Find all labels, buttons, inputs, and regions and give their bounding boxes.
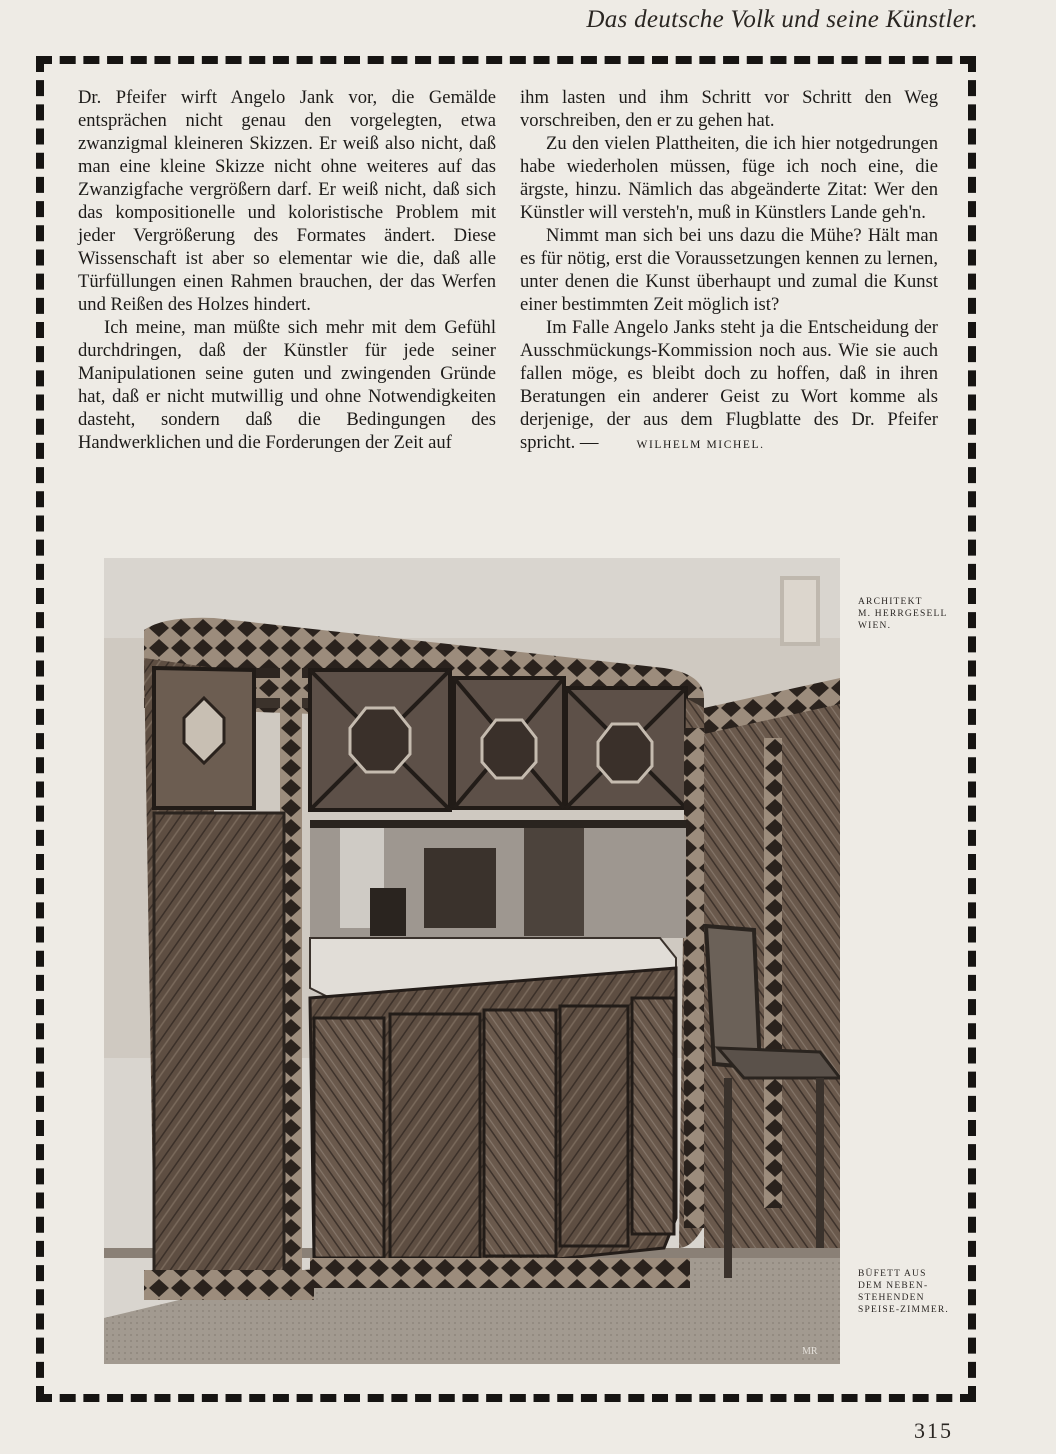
paragraph-text: Im Falle Angelo Janks steht ja die Entscheidung der Ausschmückungs-Kommission noch aus. Wie sie auch fallen möge, es bleibt doch zu hoffen, daß in ihren Beratungen ein anderer Geist zu Wort komme als derjenige, der aus dem Flugblatte des Dr. Pfeifer spricht. — xyxy=(520,317,938,453)
paragraph: Dr. Pfeifer wirft Angelo Jank vor, die Gemälde entsprächen nicht genau den vorgelegten, etwa zwanzigmal kleineren Skizzen. Er weiß also nicht, daß man eine kleine Skizze nicht ohne weiteres auf das Zwanzigfache vergrößern darf. Er weiß nicht, daß sich das kompositionelle und koloristische Problem mit jeder Vergrößerung des Formates ändert. Diese Wissenschaft ist aber so elementar wie die, daß alle Türfüllungen einen Rahmen brauchen, der das Werfen und Reißen des Holzes hindert. xyxy=(78,87,496,315)
caption-line: BÜFETT AUS xyxy=(858,1269,927,1279)
caption-line: M. HERRGESELL xyxy=(858,609,948,619)
article-body xyxy=(78,86,938,457)
caption-line: DEM NEBEN- xyxy=(858,1281,929,1291)
paragraph: Zu den vielen Plattheiten, die ich hier notgedrungen habe wiederholen müssen, füge ich noch eine, die ärgste, hinzu. Nämlich das abgeänderte Zitat: Wer den Künstler will versteh'n, muß in Künstlers Lande geh'n. xyxy=(520,133,938,223)
running-title: Das deutsche Volk und seine Künstler. xyxy=(586,6,978,33)
monogram: MR xyxy=(802,1346,818,1357)
caption-line: ARCHITEKT xyxy=(858,597,923,607)
right-column xyxy=(520,86,938,457)
buffet-illustration xyxy=(104,558,840,1364)
author-signature: WILHELM MICHEL. xyxy=(636,439,765,451)
buffet-photograph xyxy=(104,558,840,1364)
caption-line: SPEISE-ZIMMER. xyxy=(858,1305,949,1315)
caption-line: WIEN. xyxy=(858,621,892,631)
paragraph: Ich meine, man müßte sich mehr mit dem Gefühl durchdringen, daß der Künstler für jede seiner Manipulationen seine guten und zwingenden Gründe hat, daß er nicht mutwillig und ohne Notwendigkeiten dasteht, sondern daß die Bedingungen des Handwerklichen und die Forderungen der Zeit auf xyxy=(78,317,496,453)
paragraph: ihm lasten und ihm Schritt vor Schritt den Weg vorschreiben, den er zu gehen hat. xyxy=(520,87,938,131)
page-number: 315 xyxy=(914,1418,953,1443)
caption-object xyxy=(858,1268,949,1316)
paragraph-final xyxy=(520,316,938,457)
caption-architect xyxy=(858,596,948,632)
paragraph: Nimmt man sich bei uns dazu die Mühe? Hält man es für nötig, erst die Voraussetzungen kennen zu lernen, unter denen die Kunst überhaupt und zumal die Kunst einer bestimmten Zeit möglich ist? xyxy=(520,225,938,315)
left-column xyxy=(78,86,496,457)
caption-line: STEHENDEN xyxy=(858,1293,925,1303)
